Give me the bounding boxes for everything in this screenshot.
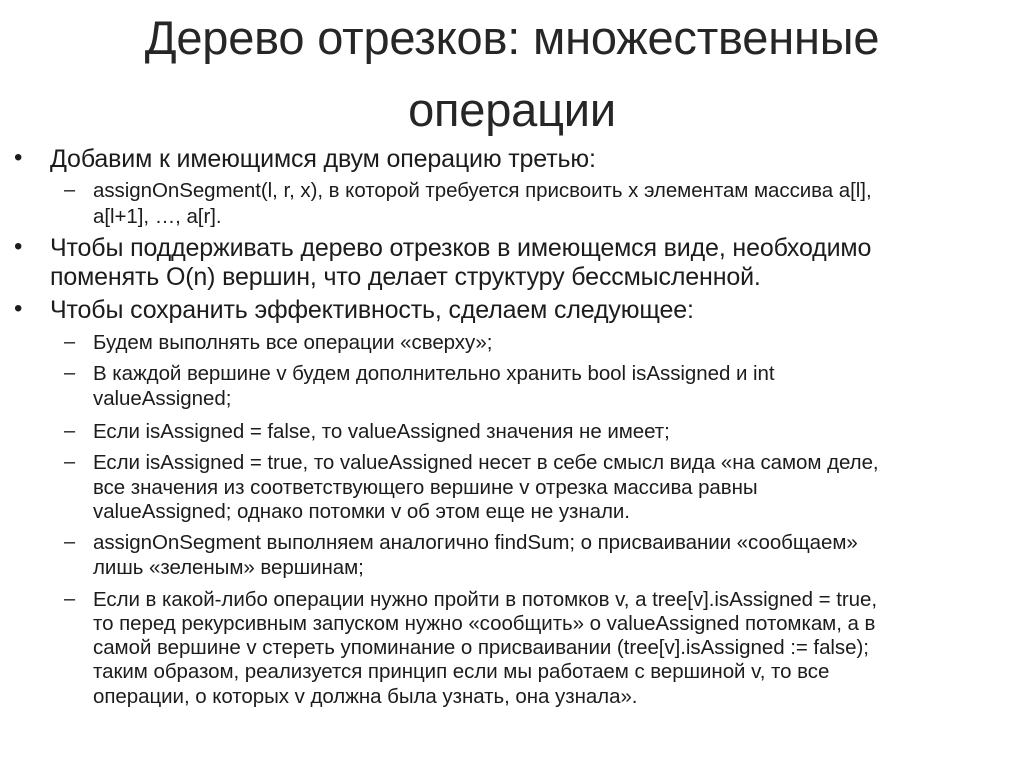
- bullet-3-text: Чтобы сохранить эффективность, сделаем следующее:: [50, 296, 694, 324]
- bullet-3-sub-6-line-5: операции, о которых v должна была узнать, она узнала».: [93, 685, 638, 708]
- bullet-1-text: Добавим к имеющимся двум операцию третью:: [50, 145, 596, 173]
- bullet-3-sub-1: Будем выполнять все операции «сверху»;: [93, 331, 493, 354]
- dash-marker: –: [64, 588, 76, 610]
- bullet-3-sub-6-line-2: то перед рекурсивным запуском нужно «сообщить» о valueAssigned потомкам, а в: [93, 612, 876, 635]
- bullet-1-sub-1-line-2: a[l+1], …, a[r].: [93, 205, 222, 228]
- slide-title-line-2: операции: [408, 83, 616, 136]
- bullet-marker: •: [14, 233, 23, 260]
- bullet-3-sub-6-line-1: Если в какой-либо операции нужно пройти в потомков v, а tree[v].isAssigned = true,: [93, 588, 877, 611]
- dash-marker: –: [64, 451, 76, 473]
- slide-title: [40, 2, 984, 146]
- dash-marker: –: [64, 362, 76, 384]
- bullet-3-sub-4-line-2: все значения из соответствующего вершине v отрезка массива равны: [93, 476, 758, 499]
- bullet-3-sub-4-line-3: valueAssigned; однако потомки v об этом еще не узнали.: [93, 500, 630, 523]
- dash-marker: –: [64, 331, 76, 353]
- bullet-2-line-1: Чтобы поддерживать дерево отрезков в имеющемся виде, необходимо: [50, 234, 872, 262]
- bullet-3-sub-4-line-1: Если isAssigned = true, то valueAssigned несет в себе смысл вида «на самом деле,: [93, 451, 879, 474]
- bullet-3-sub-6-line-3: самой вершине v стереть упоминание о присваивании (tree[v].isAssigned := false);: [93, 636, 869, 659]
- bullet-marker: •: [14, 295, 23, 322]
- dash-marker: –: [64, 531, 76, 553]
- bullet-3-sub-5-line-2: лишь «зеленым» вершинам;: [93, 556, 364, 579]
- slide-title-line-1: Дерево отрезков: множественные: [144, 11, 880, 64]
- bullet-3-sub-2-line-2: valueAssigned;: [93, 387, 232, 410]
- bullet-marker: •: [14, 144, 23, 171]
- dash-marker: –: [64, 179, 76, 201]
- bullet-3-sub-2-line-1: В каждой вершине v будем дополнительно хранить bool isAssigned и int: [93, 362, 775, 385]
- bullet-3-sub-3: Если isAssigned = false, то valueAssigned значения не имеет;: [93, 420, 670, 443]
- bullet-3-sub-6-line-4: таким образом, реализуется принцип если мы работаем с вершиной v, то все: [93, 660, 830, 683]
- bullet-2-line-2: поменять O(n) вершин, что делает структуру бессмысленной.: [50, 263, 761, 291]
- bullet-3-sub-5-line-1: assignOnSegment выполняем аналогично findSum; о присваивании «сообщаем»: [93, 531, 858, 554]
- bullet-1-sub-1-line-1: assignOnSegment(l, r, x), в которой требуется присвоить x элементам массива a[l],: [93, 179, 872, 202]
- dash-marker: –: [64, 420, 76, 442]
